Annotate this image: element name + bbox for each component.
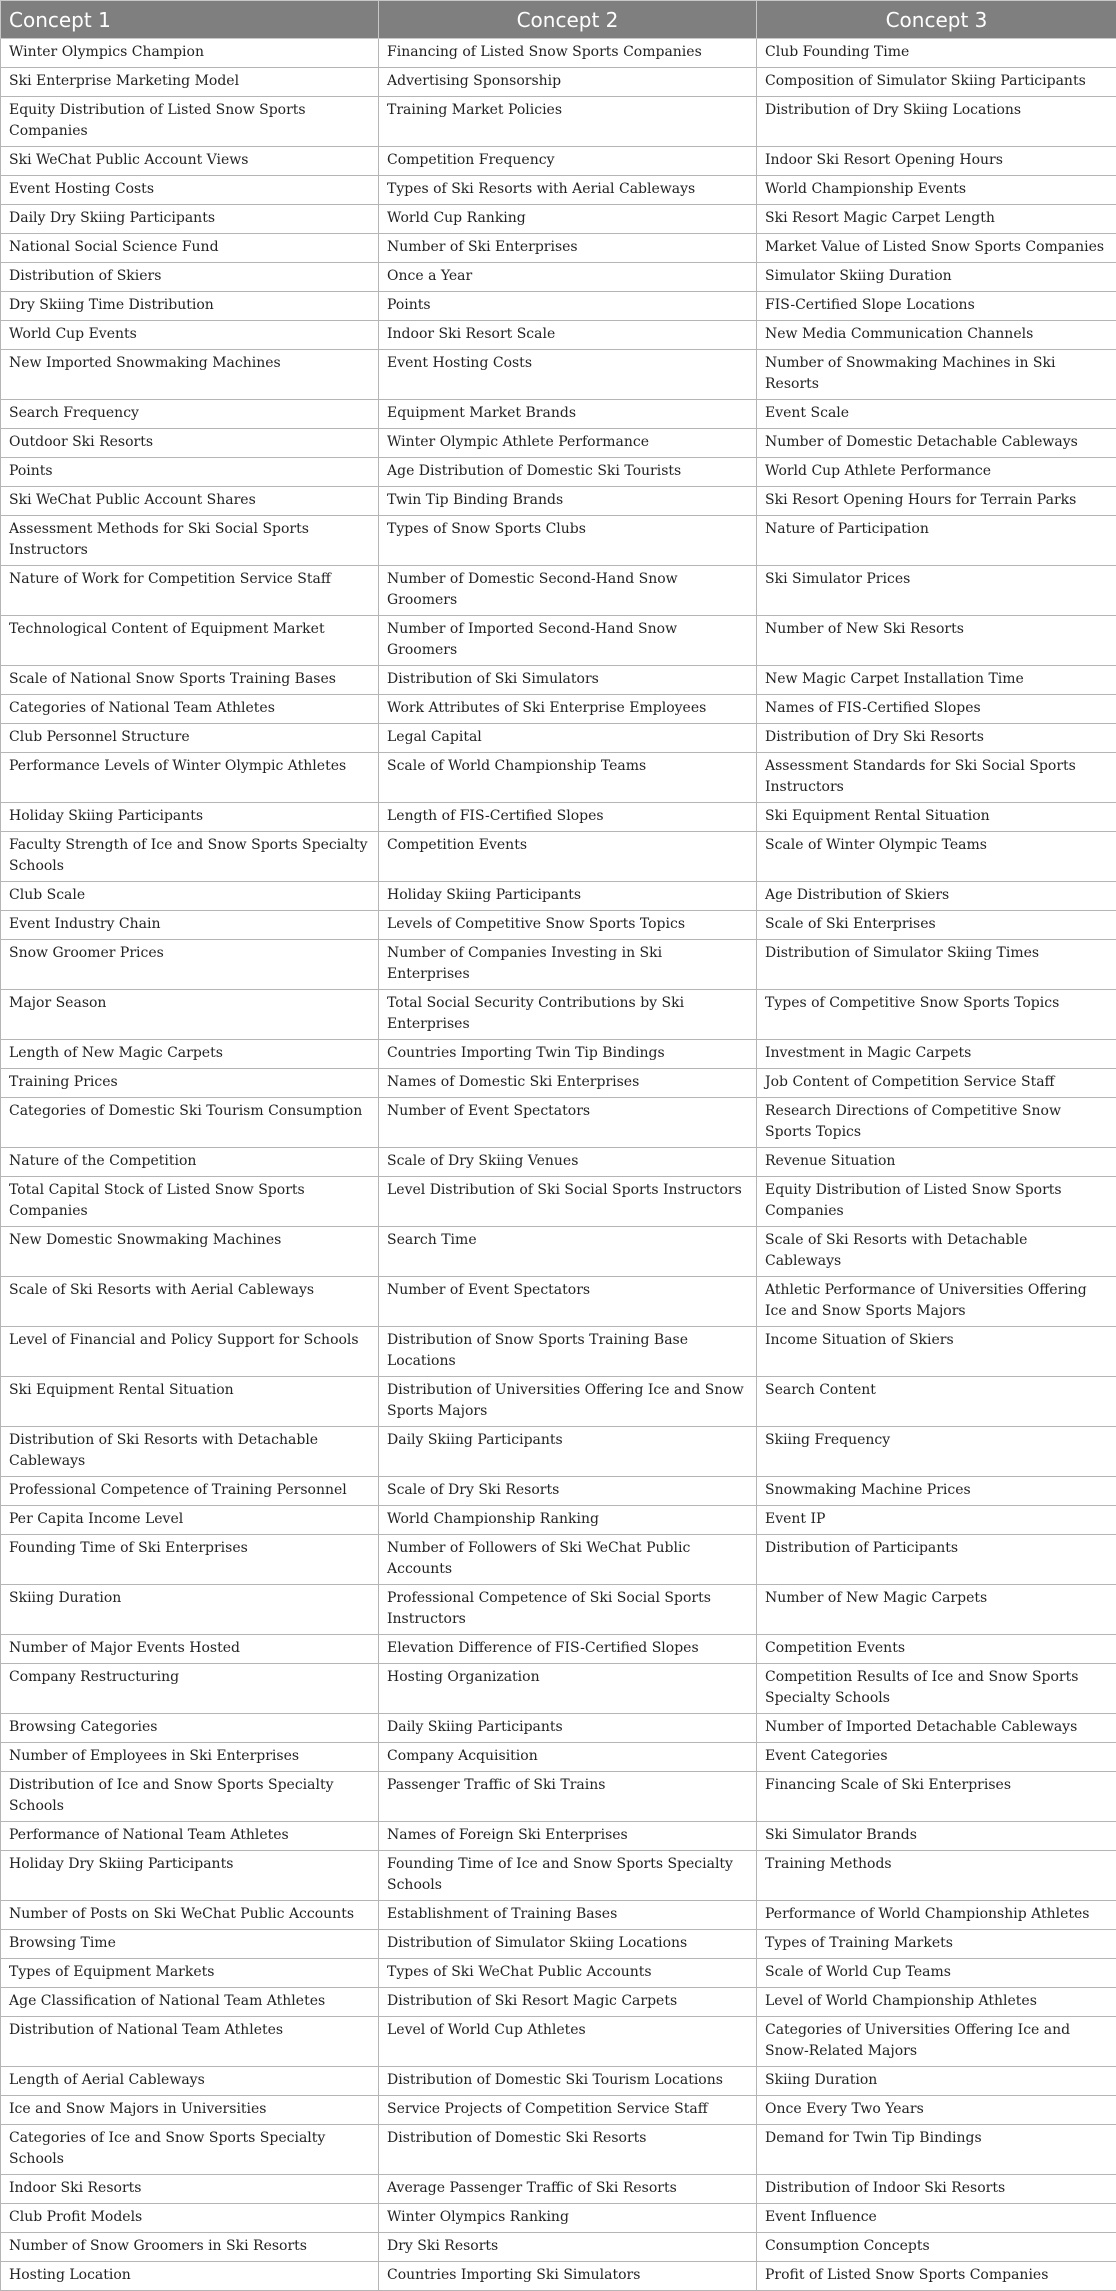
table-cell-concept-2: Legal Capital <box>379 724 757 753</box>
table-row <box>1 147 1116 176</box>
table-cell-concept-2: Scale of World Championship Teams <box>379 753 757 803</box>
table-cell-concept-2: Number of Event Spectators <box>379 1098 757 1148</box>
table-cell-concept-2: Equipment Market Brands <box>379 400 757 429</box>
table-cell-concept-3: Ski Resort Magic Carpet Length <box>757 205 1116 234</box>
table-cell-concept-1: Categories of National Team Athletes <box>1 695 379 724</box>
table-cell-concept-1: Level of Financial and Policy Support for Schools <box>1 1327 379 1377</box>
table-cell-concept-1: Total Capital Stock of Listed Snow Sports Companies <box>1 1177 379 1227</box>
table-cell-concept-2: Founding Time of Ice and Snow Sports Specialty Schools <box>379 1851 757 1901</box>
table-cell-concept-1: Search Frequency <box>1 400 379 429</box>
table-cell-concept-2: Holiday Skiing Participants <box>379 882 757 911</box>
table-cell-concept-1: Performance Levels of Winter Olympic Athletes <box>1 753 379 803</box>
table-cell-concept-3: Categories of Universities Offering Ice and Snow-Related Majors <box>757 2017 1116 2067</box>
table-cell-concept-2: Company Acquisition <box>379 1743 757 1772</box>
table-cell-concept-2: Level of World Cup Athletes <box>379 2017 757 2067</box>
table-cell-concept-3: Revenue Situation <box>757 1148 1116 1177</box>
table-cell-concept-1: Length of New Magic Carpets <box>1 1040 379 1069</box>
table-row <box>1 39 1116 68</box>
table-cell-concept-3: Scale of Ski Resorts with Detachable Cableways <box>757 1227 1116 1277</box>
table-row <box>1 1506 1116 1535</box>
table-cell-concept-3: Simulator Skiing Duration <box>757 263 1116 292</box>
table-row <box>1 234 1116 263</box>
table-cell-concept-1: Assessment Methods for Ski Social Sports Instructors <box>1 516 379 566</box>
table-row <box>1 1148 1116 1177</box>
table-row <box>1 516 1116 566</box>
table-row <box>1 1635 1116 1664</box>
table-cell-concept-2: Competition Events <box>379 832 757 882</box>
table-row <box>1 940 1116 990</box>
table-cell-concept-3: Nature of Participation <box>757 516 1116 566</box>
table-cell-concept-1: Number of Snow Groomers in Ski Resorts <box>1 2233 379 2262</box>
table-cell-concept-2: Once a Year <box>379 263 757 292</box>
table-cell-concept-2: Work Attributes of Ski Enterprise Employees <box>379 695 757 724</box>
table-cell-concept-1: Ski Equipment Rental Situation <box>1 1377 379 1427</box>
table-cell-concept-2: Search Time <box>379 1227 757 1277</box>
table-cell-concept-2: Names of Domestic Ski Enterprises <box>379 1069 757 1098</box>
table-cell-concept-2: Points <box>379 292 757 321</box>
table-cell-concept-2: World Championship Ranking <box>379 1506 757 1535</box>
table-cell-concept-1: Distribution of Ice and Snow Sports Specialty Schools <box>1 1772 379 1822</box>
table-cell-concept-3: Event IP <box>757 1506 1116 1535</box>
table-cell-concept-1: Ice and Snow Majors in Universities <box>1 2096 379 2125</box>
table-cell-concept-3: Skiing Frequency <box>757 1427 1116 1477</box>
table-cell-concept-1: Categories of Domestic Ski Tourism Consumption <box>1 1098 379 1148</box>
table-cell-concept-3: FIS-Certified Slope Locations <box>757 292 1116 321</box>
table-cell-concept-3: Distribution of Dry Skiing Locations <box>757 97 1116 147</box>
table-row <box>1 1069 1116 1098</box>
table-cell-concept-2: Financing of Listed Snow Sports Companies <box>379 39 757 68</box>
table-cell-concept-2: Event Hosting Costs <box>379 350 757 400</box>
table-row <box>1 1930 1116 1959</box>
table-cell-concept-1: New Domestic Snowmaking Machines <box>1 1227 379 1277</box>
table-cell-concept-1: Technological Content of Equipment Market <box>1 616 379 666</box>
table-cell-concept-1: Length of Aerial Cableways <box>1 2067 379 2096</box>
table-cell-concept-1: Company Restructuring <box>1 1664 379 1714</box>
table-cell-concept-2: Types of Ski WeChat Public Accounts <box>379 1959 757 1988</box>
table-cell-concept-2: Competition Frequency <box>379 147 757 176</box>
header-row <box>1 1 1116 39</box>
table-cell-concept-1: Points <box>1 458 379 487</box>
table-cell-concept-2: Winter Olympic Athlete Performance <box>379 429 757 458</box>
table-cell-concept-1: Holiday Skiing Participants <box>1 803 379 832</box>
table-cell-concept-3: Number of Imported Detachable Cableways <box>757 1714 1116 1743</box>
table-cell-concept-1: Snow Groomer Prices <box>1 940 379 990</box>
table-cell-concept-3: Competition Results of Ice and Snow Sports Specialty Schools <box>757 1664 1116 1714</box>
table-row <box>1 803 1116 832</box>
table-cell-concept-1: Ski WeChat Public Account Views <box>1 147 379 176</box>
table-cell-concept-2: Twin Tip Binding Brands <box>379 487 757 516</box>
table-cell-concept-3: Ski Simulator Brands <box>757 1822 1116 1851</box>
table-cell-concept-1: Nature of Work for Competition Service Staff <box>1 566 379 616</box>
table-cell-concept-2: Length of FIS-Certified Slopes <box>379 803 757 832</box>
table-row <box>1 1988 1116 2017</box>
table-cell-concept-1: Categories of Ice and Snow Sports Specialty Schools <box>1 2125 379 2175</box>
column-header-concept-2: Concept 2 <box>379 1 757 39</box>
table-row <box>1 458 1116 487</box>
table-cell-concept-3: Distribution of Dry Ski Resorts <box>757 724 1116 753</box>
table-row <box>1 292 1116 321</box>
table-cell-concept-3: Research Directions of Competitive Snow Sports Topics <box>757 1098 1116 1148</box>
column-header-concept-3: Concept 3 <box>757 1 1116 39</box>
table-cell-concept-1: Major Season <box>1 990 379 1040</box>
table-cell-concept-2: Distribution of Domestic Ski Resorts <box>379 2125 757 2175</box>
table-cell-concept-2: Names of Foreign Ski Enterprises <box>379 1822 757 1851</box>
table-cell-concept-3: Indoor Ski Resort Opening Hours <box>757 147 1116 176</box>
table-row <box>1 350 1116 400</box>
table-cell-concept-3: Demand for Twin Tip Bindings <box>757 2125 1116 2175</box>
table-cell-concept-1: Holiday Dry Skiing Participants <box>1 1851 379 1901</box>
table-cell-concept-1: New Imported Snowmaking Machines <box>1 350 379 400</box>
table-cell-concept-1: Per Capita Income Level <box>1 1506 379 1535</box>
table-cell-concept-1: Winter Olympics Champion <box>1 39 379 68</box>
table-row <box>1 2125 1116 2175</box>
column-header-concept-1: Concept 1 <box>1 1 379 39</box>
table-cell-concept-3: Level of World Championship Athletes <box>757 1988 1116 2017</box>
table-row <box>1 566 1116 616</box>
table-cell-concept-3: Types of Competitive Snow Sports Topics <box>757 990 1116 1040</box>
table-row <box>1 2204 1116 2233</box>
table-cell-concept-1: Types of Equipment Markets <box>1 1959 379 1988</box>
table-cell-concept-3: Consumption Concepts <box>757 2233 1116 2262</box>
table-cell-concept-3: Profit of Listed Snow Sports Companies <box>757 2262 1116 2291</box>
table-cell-concept-3: Snowmaking Machine Prices <box>757 1477 1116 1506</box>
table-row <box>1 1822 1116 1851</box>
table-cell-concept-3: Income Situation of Skiers <box>757 1327 1116 1377</box>
table-cell-concept-2: Elevation Difference of FIS-Certified Slopes <box>379 1635 757 1664</box>
table-cell-concept-3: Skiing Duration <box>757 2067 1116 2096</box>
table-cell-concept-2: Number of Domestic Second-Hand Snow Groomers <box>379 566 757 616</box>
table-row <box>1 1177 1116 1227</box>
table-cell-concept-2: Number of Ski Enterprises <box>379 234 757 263</box>
table-cell-concept-3: Types of Training Markets <box>757 1930 1116 1959</box>
table-cell-concept-2: Winter Olympics Ranking <box>379 2204 757 2233</box>
table-cell-concept-2: Types of Ski Resorts with Aerial Cableways <box>379 176 757 205</box>
table-cell-concept-3: Investment in Magic Carpets <box>757 1040 1116 1069</box>
table-cell-concept-2: Age Distribution of Domestic Ski Tourists <box>379 458 757 487</box>
table-cell-concept-2: Countries Importing Twin Tip Bindings <box>379 1040 757 1069</box>
table-cell-concept-1: Club Personnel Structure <box>1 724 379 753</box>
table-cell-concept-2: Average Passenger Traffic of Ski Resorts <box>379 2175 757 2204</box>
table-cell-concept-2: Hosting Organization <box>379 1664 757 1714</box>
table-row <box>1 2017 1116 2067</box>
table-row <box>1 97 1116 147</box>
table-row <box>1 321 1116 350</box>
table-row <box>1 1664 1116 1714</box>
table-cell-concept-2: Number of Companies Investing in Ski Enterprises <box>379 940 757 990</box>
table-cell-concept-3: Training Methods <box>757 1851 1116 1901</box>
table-cell-concept-1: Outdoor Ski Resorts <box>1 429 379 458</box>
table-row <box>1 724 1116 753</box>
table-cell-concept-1: Ski WeChat Public Account Shares <box>1 487 379 516</box>
table-cell-concept-2: Passenger Traffic of Ski Trains <box>379 1772 757 1822</box>
table-cell-concept-2: Dry Ski Resorts <box>379 2233 757 2262</box>
table-row <box>1 695 1116 724</box>
table-cell-concept-1: Faculty Strength of Ice and Snow Sports Specialty Schools <box>1 832 379 882</box>
table-cell-concept-2: Distribution of Universities Offering Ice and Snow Sports Majors <box>379 1377 757 1427</box>
table-row <box>1 1901 1116 1930</box>
table-cell-concept-1: Equity Distribution of Listed Snow Sports Companies <box>1 97 379 147</box>
table-row <box>1 911 1116 940</box>
table-cell-concept-3: World Cup Athlete Performance <box>757 458 1116 487</box>
table-row <box>1 753 1116 803</box>
table-row <box>1 1277 1116 1327</box>
table-cell-concept-3: Distribution of Participants <box>757 1535 1116 1585</box>
table-cell-concept-1: Daily Dry Skiing Participants <box>1 205 379 234</box>
table-cell-concept-3: Distribution of Simulator Skiing Times <box>757 940 1116 990</box>
table-header <box>1 1 1116 39</box>
table-cell-concept-2: Establishment of Training Bases <box>379 1901 757 1930</box>
table-cell-concept-1: Club Scale <box>1 882 379 911</box>
table-cell-concept-2: Daily Skiing Participants <box>379 1714 757 1743</box>
table-cell-concept-1: Number of Posts on Ski WeChat Public Accounts <box>1 1901 379 1930</box>
table-cell-concept-1: Club Profit Models <box>1 2204 379 2233</box>
table-row <box>1 1040 1116 1069</box>
table-row <box>1 1851 1116 1901</box>
table-cell-concept-3: Event Scale <box>757 400 1116 429</box>
table-row <box>1 2233 1116 2262</box>
table-row <box>1 1227 1116 1277</box>
table-cell-concept-3: Athletic Performance of Universities Offering Ice and Snow Sports Majors <box>757 1277 1116 1327</box>
table-cell-concept-1: Performance of National Team Athletes <box>1 1822 379 1851</box>
table-cell-concept-1: Scale of Ski Resorts with Aerial Cableways <box>1 1277 379 1327</box>
table-cell-concept-1: Professional Competence of Training Personnel <box>1 1477 379 1506</box>
table-cell-concept-3: Number of Snowmaking Machines in Ski Resorts <box>757 350 1116 400</box>
table-cell-concept-2: Service Projects of Competition Service Staff <box>379 2096 757 2125</box>
table-cell-concept-3: Financing Scale of Ski Enterprises <box>757 1772 1116 1822</box>
table-row <box>1 2175 1116 2204</box>
table-cell-concept-2: World Cup Ranking <box>379 205 757 234</box>
table-cell-concept-1: Distribution of Ski Resorts with Detachable Cableways <box>1 1427 379 1477</box>
table-row <box>1 2262 1116 2291</box>
table-row <box>1 400 1116 429</box>
table-cell-concept-2: Total Social Security Contributions by Ski Enterprises <box>379 990 757 1040</box>
table-cell-concept-2: Distribution of Simulator Skiing Locations <box>379 1930 757 1959</box>
table-cell-concept-3: Number of New Magic Carpets <box>757 1585 1116 1635</box>
table-row <box>1 990 1116 1040</box>
table-row <box>1 1377 1116 1427</box>
table-row <box>1 205 1116 234</box>
table-cell-concept-3: Ski Resort Opening Hours for Terrain Parks <box>757 487 1116 516</box>
table-cell-concept-3: Number of New Ski Resorts <box>757 616 1116 666</box>
table-row <box>1 1327 1116 1377</box>
table-cell-concept-3: Composition of Simulator Skiing Participants <box>757 68 1116 97</box>
table-cell-concept-1: Number of Employees in Ski Enterprises <box>1 1743 379 1772</box>
table-cell-concept-1: Ski Enterprise Marketing Model <box>1 68 379 97</box>
table-row <box>1 1477 1116 1506</box>
table-cell-concept-3: New Media Communication Channels <box>757 321 1116 350</box>
table-row <box>1 487 1116 516</box>
table-row <box>1 1535 1116 1585</box>
table-cell-concept-1: Browsing Time <box>1 1930 379 1959</box>
table-cell-concept-1: Skiing Duration <box>1 1585 379 1635</box>
table-cell-concept-3: Job Content of Competition Service Staff <box>757 1069 1116 1098</box>
table-body <box>1 39 1116 2291</box>
table-cell-concept-3: Age Distribution of Skiers <box>757 882 1116 911</box>
table-row <box>1 68 1116 97</box>
table-row <box>1 1743 1116 1772</box>
table-cell-concept-3: Scale of Winter Olympic Teams <box>757 832 1116 882</box>
table-cell-concept-1: Indoor Ski Resorts <box>1 2175 379 2204</box>
table-cell-concept-2: Training Market Policies <box>379 97 757 147</box>
table-row <box>1 832 1116 882</box>
table-cell-concept-2: Scale of Dry Skiing Venues <box>379 1148 757 1177</box>
table-cell-concept-1: Hosting Location <box>1 2262 379 2291</box>
table-row <box>1 2096 1116 2125</box>
table-cell-concept-2: Levels of Competitive Snow Sports Topics <box>379 911 757 940</box>
table-cell-concept-3: Competition Events <box>757 1635 1116 1664</box>
table-cell-concept-3: Names of FIS-Certified Slopes <box>757 695 1116 724</box>
table-cell-concept-2: Distribution of Ski Simulators <box>379 666 757 695</box>
table-cell-concept-1: Dry Skiing Time Distribution <box>1 292 379 321</box>
table-cell-concept-1: Event Industry Chain <box>1 911 379 940</box>
table-row <box>1 882 1116 911</box>
table-row <box>1 429 1116 458</box>
table-cell-concept-3: Ski Simulator Prices <box>757 566 1116 616</box>
table-cell-concept-2: Distribution of Snow Sports Training Base Locations <box>379 1327 757 1377</box>
table-cell-concept-1: Number of Major Events Hosted <box>1 1635 379 1664</box>
table-cell-concept-3: Event Influence <box>757 2204 1116 2233</box>
table-cell-concept-2: Level Distribution of Ski Social Sports Instructors <box>379 1177 757 1227</box>
table-cell-concept-3: Number of Domestic Detachable Cableways <box>757 429 1116 458</box>
table-cell-concept-3: Scale of Ski Enterprises <box>757 911 1116 940</box>
table-row <box>1 1772 1116 1822</box>
table-cell-concept-1: Nature of the Competition <box>1 1148 379 1177</box>
table-cell-concept-2: Distribution of Domestic Ski Tourism Locations <box>379 2067 757 2096</box>
table-cell-concept-1: Distribution of National Team Athletes <box>1 2017 379 2067</box>
table-cell-concept-3: Assessment Standards for Ski Social Sports Instructors <box>757 753 1116 803</box>
table-row <box>1 1959 1116 1988</box>
table-cell-concept-2: Daily Skiing Participants <box>379 1427 757 1477</box>
table-cell-concept-1: Scale of National Snow Sports Training Bases <box>1 666 379 695</box>
table-cell-concept-3: Search Content <box>757 1377 1116 1427</box>
table-cell-concept-2: Number of Imported Second-Hand Snow Groomers <box>379 616 757 666</box>
table-cell-concept-2: Distribution of Ski Resort Magic Carpets <box>379 1988 757 2017</box>
table-cell-concept-3: Distribution of Indoor Ski Resorts <box>757 2175 1116 2204</box>
table-cell-concept-3: Equity Distribution of Listed Snow Sports Companies <box>757 1177 1116 1227</box>
table-row <box>1 1427 1116 1477</box>
table-cell-concept-1: National Social Science Fund <box>1 234 379 263</box>
table-cell-concept-3: World Championship Events <box>757 176 1116 205</box>
table-cell-concept-3: Club Founding Time <box>757 39 1116 68</box>
table-row <box>1 1098 1116 1148</box>
table-row <box>1 616 1116 666</box>
table-cell-concept-1: World Cup Events <box>1 321 379 350</box>
table-cell-concept-3: New Magic Carpet Installation Time <box>757 666 1116 695</box>
table-row <box>1 1714 1116 1743</box>
table-cell-concept-1: Browsing Categories <box>1 1714 379 1743</box>
table-cell-concept-2: Indoor Ski Resort Scale <box>379 321 757 350</box>
table-cell-concept-3: Event Categories <box>757 1743 1116 1772</box>
table-cell-concept-1: Age Classification of National Team Athletes <box>1 1988 379 2017</box>
table-cell-concept-3: Performance of World Championship Athletes <box>757 1901 1116 1930</box>
table-cell-concept-2: Advertising Sponsorship <box>379 68 757 97</box>
table-row <box>1 1585 1116 1635</box>
table-cell-concept-1: Distribution of Skiers <box>1 263 379 292</box>
table-cell-concept-2: Countries Importing Ski Simulators <box>379 2262 757 2291</box>
table-cell-concept-1: Founding Time of Ski Enterprises <box>1 1535 379 1585</box>
table-cell-concept-2: Number of Followers of Ski WeChat Public Accounts <box>379 1535 757 1585</box>
table-row <box>1 666 1116 695</box>
table-cell-concept-1: Training Prices <box>1 1069 379 1098</box>
table-cell-concept-3: Market Value of Listed Snow Sports Companies <box>757 234 1116 263</box>
table-cell-concept-3: Scale of World Cup Teams <box>757 1959 1116 1988</box>
table-cell-concept-2: Number of Event Spectators <box>379 1277 757 1327</box>
table-cell-concept-1: Event Hosting Costs <box>1 176 379 205</box>
table-row <box>1 263 1116 292</box>
table-row <box>1 2067 1116 2096</box>
table-cell-concept-2: Professional Competence of Ski Social Sports Instructors <box>379 1585 757 1635</box>
table-cell-concept-2: Scale of Dry Ski Resorts <box>379 1477 757 1506</box>
table-cell-concept-3: Once Every Two Years <box>757 2096 1116 2125</box>
table-row <box>1 176 1116 205</box>
table-cell-concept-3: Ski Equipment Rental Situation <box>757 803 1116 832</box>
table-cell-concept-2: Types of Snow Sports Clubs <box>379 516 757 566</box>
